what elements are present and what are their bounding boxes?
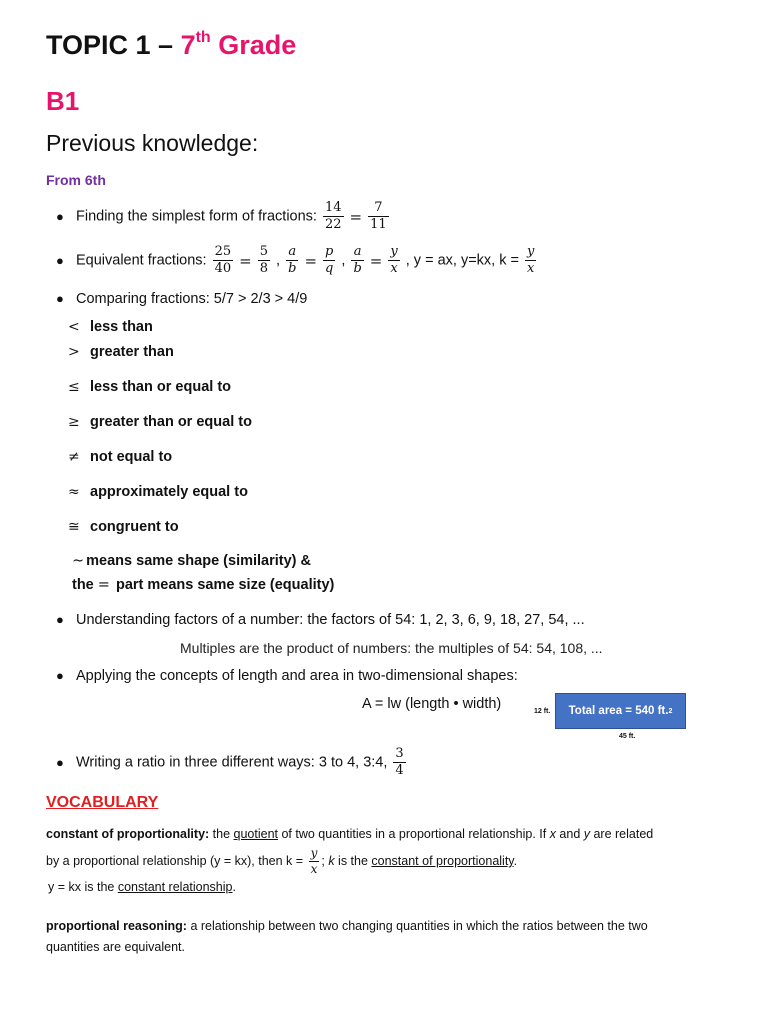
symbol: ≈ <box>68 484 80 500</box>
bullet-dot: ● <box>56 208 64 224</box>
symbol-row <box>68 449 172 465</box>
applying-text: Applying the concepts of length and area in two-dimensional shapes: <box>76 668 518 684</box>
fraction-k-y-x: $\frac{y}{x}$ <box>527 244 535 277</box>
symbol-label: less than or equal to <box>90 379 231 395</box>
symbol-label: greater than or equal to <box>90 414 252 430</box>
pr-line-2: quantities are equivalent. <box>46 940 185 954</box>
equality-line <box>72 577 334 593</box>
equals-sign: = <box>349 207 363 226</box>
pr-term: proportional reasoning: <box>46 919 187 933</box>
grade-word: Grade <box>210 30 297 60</box>
grade-number: 7 <box>180 30 196 60</box>
cop-term: constant of proportionality: <box>46 827 210 841</box>
symbol: ≅ <box>68 519 80 535</box>
section-heading: B1 <box>46 86 80 116</box>
similarity-line <box>72 553 311 569</box>
symbol-label: congruent to <box>90 519 179 535</box>
fraction-k-definition: $\frac{y}{x}$ <box>310 846 318 876</box>
ratio-text: Writing a ratio in three different ways: 3 to 4, 3:4, <box>76 754 388 771</box>
equiv-label: Equivalent fractions: <box>76 252 207 269</box>
bullet-simplest-form <box>56 200 391 234</box>
equiv-tail: , y = ax, y=kx, k = <box>405 252 519 269</box>
symbol-label: not equal to <box>90 449 173 465</box>
comparing-text: Comparing fractions: 5/7 > 2/3 > 4/9 <box>76 291 308 307</box>
equality-prefix: the <box>72 577 94 593</box>
bullet-dot: ● <box>56 612 64 627</box>
fraction-p-q: $\frac{p}{q}$ <box>325 244 334 277</box>
area-exponent: 2 <box>668 707 673 715</box>
bullet-factors <box>56 612 585 628</box>
symbol-label: less than <box>90 319 153 335</box>
symbol-row <box>68 319 153 335</box>
from-label: From 6th <box>46 172 106 188</box>
fraction-14-22: $\frac{14}{22}$ <box>325 200 342 233</box>
comma: , <box>341 252 346 269</box>
symbol: ≠ <box>68 449 80 465</box>
area-rectangle <box>555 693 686 729</box>
pr-line-1: proportional reasoning: a relationship between two changing quantities in which the ratios between the two <box>46 919 648 933</box>
bullet-comparing-fractions <box>56 291 307 307</box>
symbol-label: greater than <box>90 344 174 360</box>
fraction-a-b: $\frac{a}{b}$ <box>288 244 297 277</box>
fraction-5-8: $\frac{5}{8}$ <box>259 244 269 277</box>
fraction-3-4: $\frac{3}{4}$ <box>395 746 404 779</box>
equality-text: part means same size (equality) <box>115 577 335 593</box>
constant-relationship-link[interactable]: constant relationship <box>117 880 233 894</box>
symbol: < <box>68 319 80 335</box>
symbol-row <box>68 344 174 360</box>
area-label: Total area = 540 ft. <box>568 705 669 717</box>
similarity-text: means same shape (similarity) & <box>86 553 312 569</box>
bullet-equivalent-fractions <box>56 244 538 278</box>
subtitle: Previous knowledge: <box>46 130 259 156</box>
equals-sign: = <box>304 251 318 270</box>
cop-line-2: by a proportional relationship (y = kx), then k = $\frac{y}{x}$ ; k is the constant of proportionality. <box>46 846 518 876</box>
symbol-row <box>68 519 179 535</box>
topic-prefix: TOPIC 1 – <box>46 30 181 60</box>
cop-line-1: constant of proportionality: the quotient of two quantities in a proportional relationship. If x and y are related <box>46 827 654 841</box>
grade-suffix: th <box>195 29 211 46</box>
dimension-left: 12 ft. <box>534 708 551 715</box>
similar-symbol: ∼ <box>72 553 85 569</box>
equals-sign: = <box>239 251 252 270</box>
area-formula: A = lw (length • width) <box>362 696 502 712</box>
fraction-25-40: $\frac{25}{40}$ <box>214 244 232 277</box>
bullet-dot: ● <box>56 252 64 268</box>
comma: , <box>276 252 281 269</box>
symbol-row <box>68 414 252 430</box>
constant-of-proportionality-link[interactable]: constant of proportionality <box>371 853 514 868</box>
symbol-label: approximately equal to <box>90 484 248 500</box>
fraction-a-b-2: $\frac{a}{b}$ <box>353 244 362 277</box>
symbol: ≥ <box>68 414 80 430</box>
bullet-ratio <box>56 746 408 780</box>
bullet-dot: ● <box>56 668 64 683</box>
cop-line-3: y = kx is the constant relationship. <box>48 880 236 894</box>
bullet-dot: ● <box>56 291 64 306</box>
symbol-row <box>68 379 231 395</box>
equals-sign: = <box>369 251 383 270</box>
simplest-label: Finding the simplest form of fractions: <box>76 208 317 225</box>
symbol: > <box>68 344 80 360</box>
bullet-applying <box>56 668 518 684</box>
dimension-bottom: 45 ft. <box>619 733 636 740</box>
bullet-dot: ● <box>56 754 64 770</box>
equals-symbol: = <box>97 577 110 593</box>
page-title <box>46 30 296 61</box>
quotient-link[interactable]: quotient <box>233 827 278 841</box>
fraction-7-11: $\frac{7}{11}$ <box>370 200 387 233</box>
multiples-text: Multiples are the product of numbers: the multiples of 54: 54, 108, ... <box>180 640 603 656</box>
factors-text: Understanding factors of a number: the factors of 54: 1, 2, 3, 6, 9, 18, 27, 54, ... <box>76 612 585 628</box>
symbol: ≤ <box>68 379 80 395</box>
fraction-y-x: $\frac{y}{x}$ <box>390 244 398 277</box>
symbol-row <box>68 484 248 500</box>
vocabulary-heading: VOCABULARY <box>46 794 159 811</box>
